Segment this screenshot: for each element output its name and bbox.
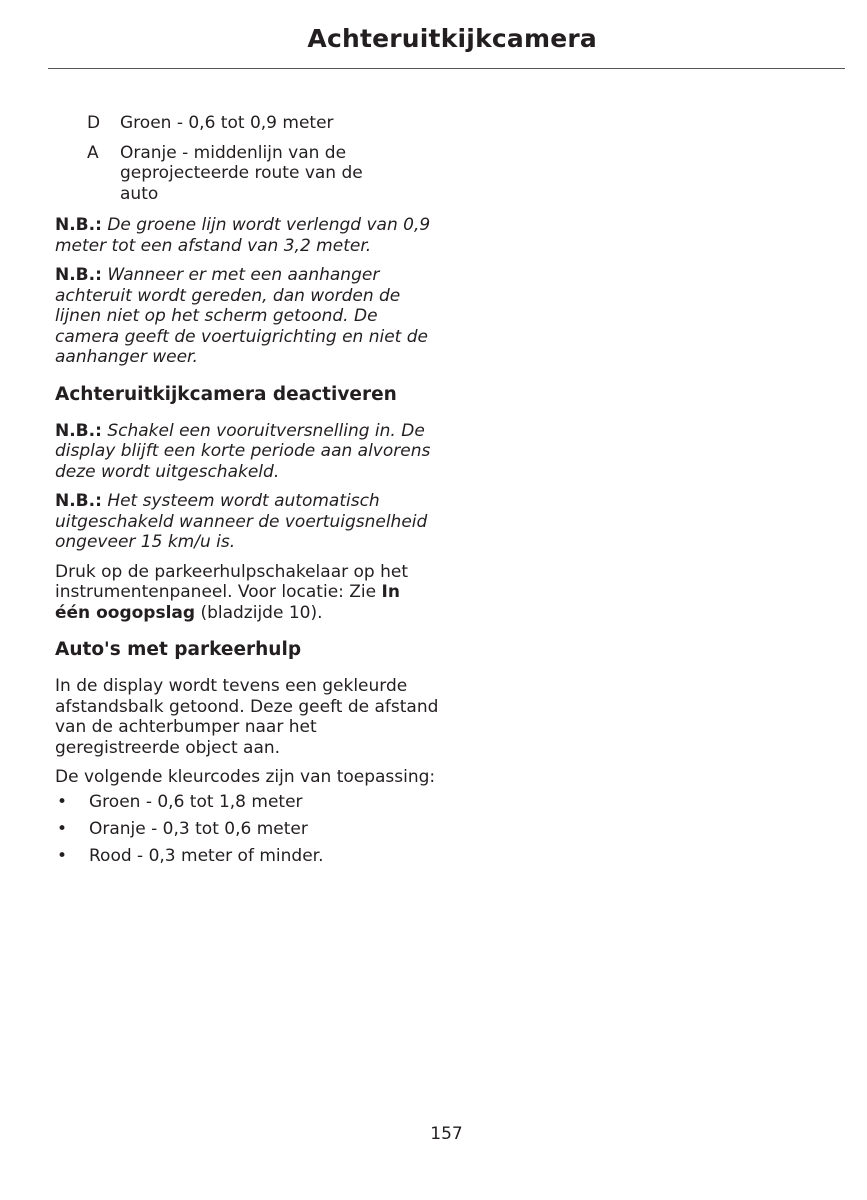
parking-paragraph-1: In de display wordt tevens een gekleurde afstandsbalk getoond. Deze geeft de afstand van de achterbumper naar het geregistreerde object aan. [55, 676, 439, 758]
legend-text: Groen - 0,6 tot 0,9 meter [120, 113, 334, 133]
legend-text: Oranje - middenlijn van de geprojecteerde route van de auto [120, 142, 363, 204]
note-text: De groene lijn wordt verlengd van 0,9 meter tot een afstand van 3,2 meter. [55, 215, 431, 256]
page-reference: (bladzijde 10). [195, 602, 323, 623]
note-label: N.B.: [55, 215, 102, 235]
note-auto-off [55, 491, 440, 553]
legend-list [55, 113, 440, 204]
note-label: N.B.: [55, 491, 102, 511]
bullet-icon: • [57, 845, 68, 866]
list-item [55, 792, 440, 819]
instruction-text: Druk op de parkeerhulpschakelaar op het instrumentenpaneel. Voor locatie: Zie [55, 561, 408, 602]
parking-paragraph-2: De volgende kleurcodes zijn van toepassing: [55, 767, 436, 787]
list-item-text: Rood - 0,3 meter of minder. [89, 845, 324, 866]
page-header [48, 22, 845, 69]
note-trailer [55, 265, 440, 368]
legend-key: A [87, 142, 99, 163]
list-item [55, 819, 440, 846]
deactivate-instruction [55, 562, 440, 624]
list-item-text: Oranje - 0,3 tot 0,6 meter [89, 818, 308, 839]
list-item [55, 846, 440, 873]
legend-key: D [87, 113, 101, 133]
bullet-icon: • [57, 818, 68, 839]
legend-item-a [55, 143, 440, 205]
note-forward-gear [55, 421, 440, 483]
page-title: Achteruitkijkcamera [307, 24, 597, 53]
content-column [55, 113, 440, 873]
section-heading-parking-aid: Auto's met parkeerhulp [55, 639, 302, 660]
note-text: Wanneer er met een aanhanger achteruit wordt gereden, dan worden de lijnen niet op het scherm getoond. De camera geeft de voertuigrichting en niet de aanhanger weer. [55, 265, 428, 367]
note-green-line [55, 215, 440, 256]
list-item-text: Groen - 0,6 tot 1,8 meter [89, 791, 303, 812]
bullet-icon: • [57, 791, 68, 812]
note-label: N.B.: [55, 265, 102, 285]
cross-reference-link[interactable]: In één oogopslag [55, 582, 400, 623]
page-number: 157 [430, 1124, 463, 1144]
note-text: Schakel een vooruitversnelling in. De display blijft een korte periode aan alvorens deze wordt uitgeschakeld. [55, 420, 431, 482]
note-text: Het systeem wordt automatisch uitgeschakeld wanneer de voertuigsnelheid ongeveer 15 km/u is. [55, 491, 428, 552]
section-heading-deactivate: Achteruitkijkcamera deactiveren [55, 383, 397, 405]
note-label: N.B.: [55, 420, 102, 441]
legend-item-d [55, 113, 440, 134]
color-code-list [55, 792, 440, 873]
